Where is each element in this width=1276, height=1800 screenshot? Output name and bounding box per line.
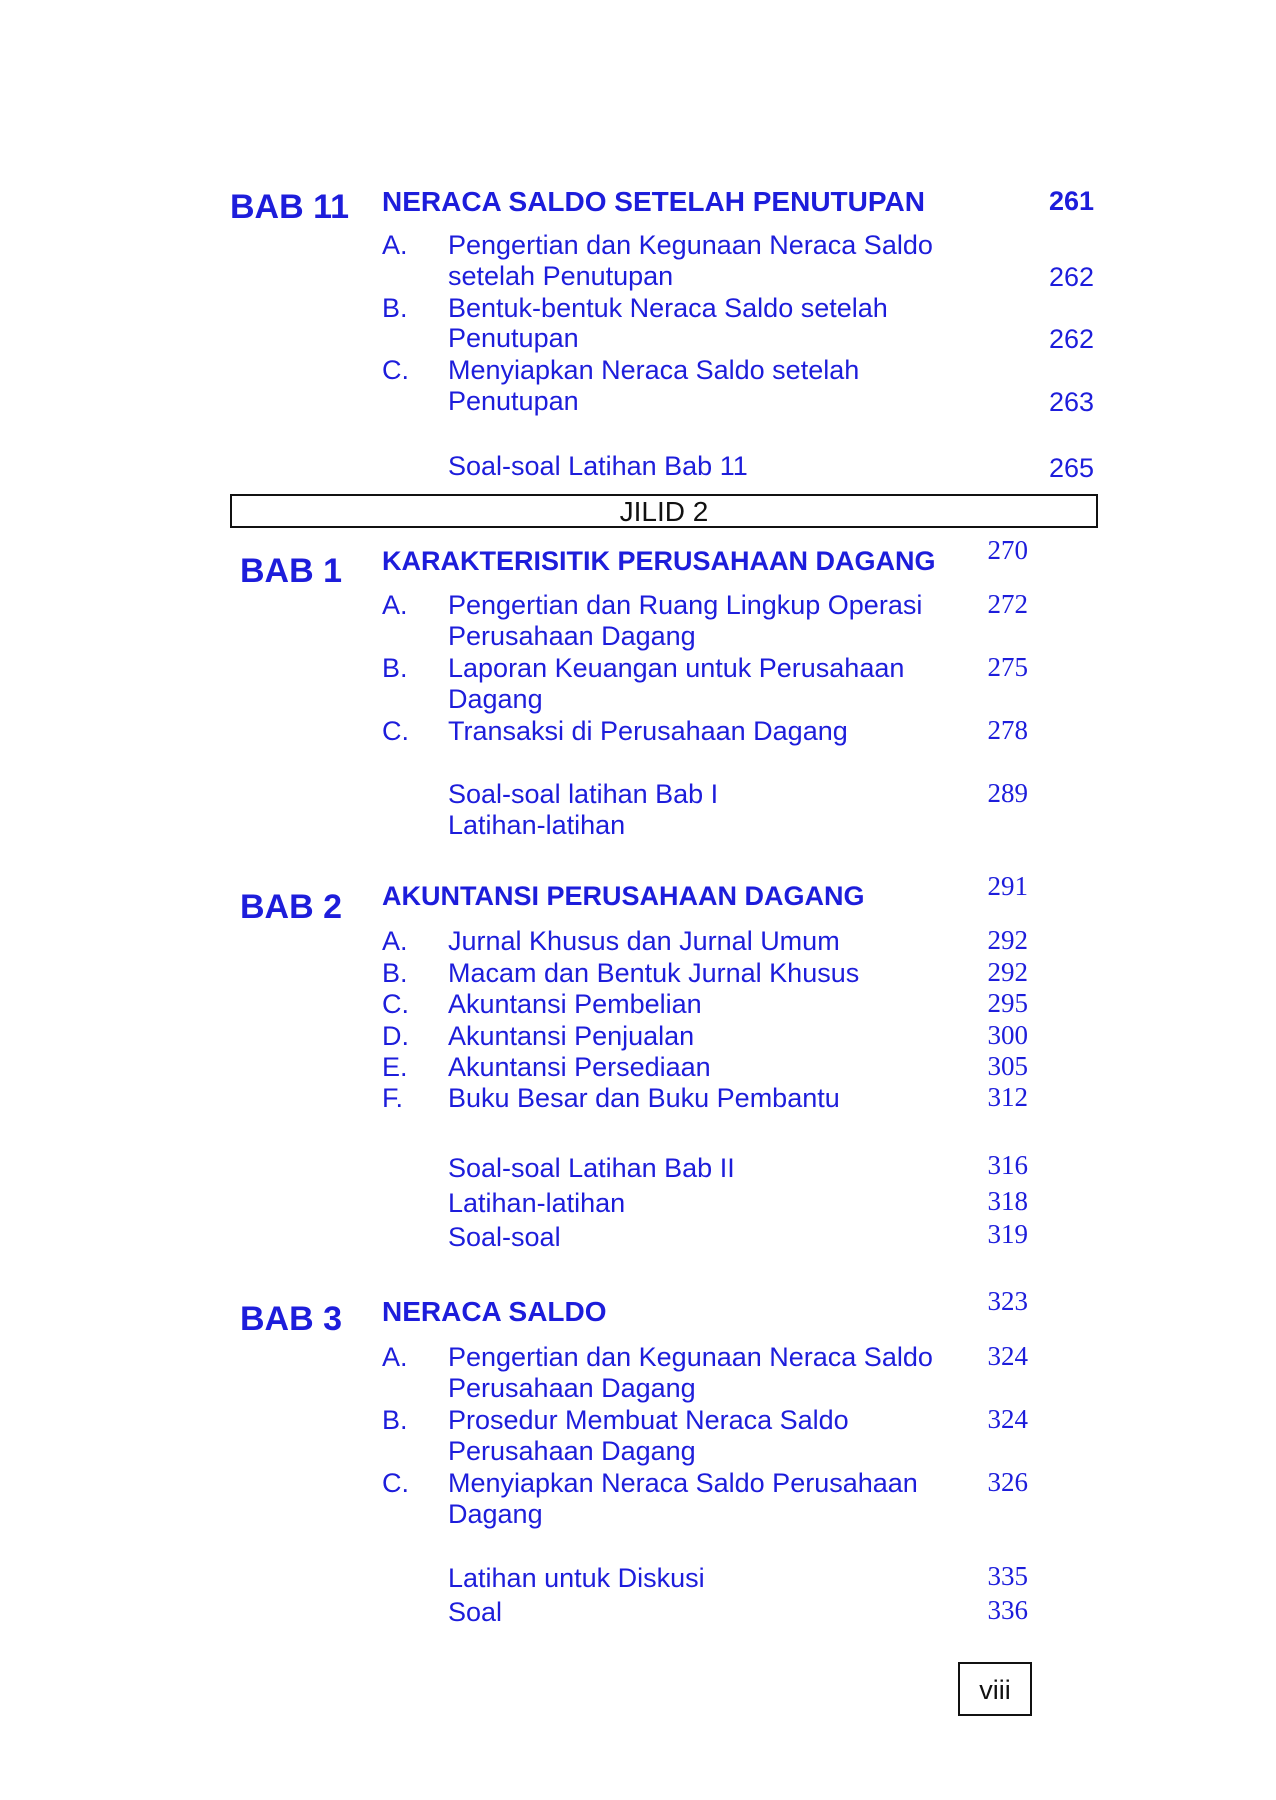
exercise-link[interactable]: Latihan untuk Diskusi [448, 1563, 705, 1593]
item-page: 278 [987, 715, 1028, 745]
item-letter: B. [382, 958, 408, 988]
item-page: 262 [1048, 324, 1094, 354]
toc-item-text[interactable]: Pengertian dan Kegunaan Neraca Saldo [448, 1342, 933, 1372]
toc-item-text[interactable]: Akuntansi Pembelian [448, 989, 702, 1019]
item-letter: A. [382, 1342, 408, 1372]
item-letter: C. [382, 1468, 409, 1498]
chapter-label: BAB 3 [240, 1300, 343, 1338]
page-number-box: viii [958, 1662, 1032, 1716]
toc-item-text[interactable]: Prosedur Membuat Neraca Saldo [448, 1405, 849, 1435]
exercise-page: 318 [987, 1186, 1028, 1216]
item-letter: C. [382, 989, 409, 1019]
toc-item-text[interactable]: Penutupan [448, 323, 579, 353]
item-page: 292 [987, 957, 1028, 987]
toc-item-text[interactable]: Transaksi di Perusahaan Dagang [448, 716, 848, 746]
exercise-link[interactable]: Soal [448, 1597, 503, 1627]
item-letter: E. [382, 1052, 408, 1082]
item-page: 263 [1048, 387, 1094, 417]
toc-item-text[interactable]: Pengertian dan Ruang Lingkup Operasi [448, 590, 923, 620]
chapter-label: BAB 11 [230, 188, 350, 226]
volume-divider: JILID 2 [230, 494, 1098, 528]
toc-item-text[interactable]: Laporan Keuangan untuk Perusahaan [448, 653, 905, 683]
item-page: 300 [987, 1020, 1028, 1050]
toc-item-text[interactable]: Dagang [448, 684, 543, 714]
chapter-page: 291 [987, 871, 1028, 901]
exercise-link[interactable]: Soal-soal Latihan Bab 11 [448, 451, 748, 481]
item-page: 292 [987, 925, 1028, 955]
chapter-page: 323 [987, 1286, 1028, 1316]
toc-item-text[interactable]: Perusahaan Dagang [448, 1373, 696, 1403]
toc-item-text[interactable]: Buku Besar dan Buku Pembantu [448, 1083, 840, 1113]
item-letter: A. [382, 590, 408, 620]
chapter-title[interactable]: KARAKTERISITIK PERUSAHAAN DAGANG [382, 546, 936, 576]
item-letter: C. [382, 355, 409, 385]
toc-item-text[interactable]: Jurnal Khusus dan Jurnal Umum [448, 926, 840, 956]
chapter-page: 261 [1048, 186, 1094, 216]
toc-item-text[interactable]: setelah Penutupan [448, 261, 674, 291]
exercise-page: 319 [987, 1219, 1028, 1249]
exercise-link[interactable]: Soal-soal Latihan Bab II [448, 1153, 735, 1183]
chapter-title[interactable]: NERACA SALDO [382, 1296, 607, 1327]
item-letter: B. [382, 653, 408, 683]
toc-item-text[interactable]: Penutupan [448, 386, 579, 416]
item-page: 275 [987, 652, 1028, 682]
toc-item-text[interactable]: Menyiapkan Neraca Saldo Perusahaan [448, 1468, 918, 1498]
exercise-page: 265 [1048, 453, 1094, 483]
toc-item-text[interactable]: Macam dan Bentuk Jurnal Khusus [448, 958, 860, 988]
item-page: 262 [1048, 262, 1094, 292]
item-letter: C. [382, 716, 409, 746]
item-letter: F. [382, 1083, 404, 1113]
item-page: 324 [987, 1341, 1028, 1371]
chapter-label: BAB 1 [240, 552, 343, 590]
item-page: 272 [987, 589, 1028, 619]
chapter-title[interactable]: AKUNTANSI PERUSAHAAN DAGANG [382, 881, 865, 911]
item-page: 326 [987, 1467, 1028, 1497]
toc-item-text[interactable]: Perusahaan Dagang [448, 621, 696, 651]
exercise-link[interactable]: Latihan-latihan [448, 810, 626, 840]
item-page: 305 [987, 1051, 1028, 1081]
exercise-link[interactable]: Soal-soal latihan Bab I [448, 779, 719, 809]
toc-item-text[interactable]: Perusahaan Dagang [448, 1436, 696, 1466]
toc-item-text[interactable]: Akuntansi Persediaan [448, 1052, 711, 1082]
item-page: 312 [987, 1082, 1028, 1112]
item-letter: D. [382, 1021, 409, 1051]
chapter-page: 270 [987, 535, 1028, 565]
toc-item-text[interactable]: Dagang [448, 1499, 543, 1529]
toc-item-text[interactable]: Pengertian dan Kegunaan Neraca Saldo [448, 230, 933, 260]
toc-item-text[interactable]: Akuntansi Penjualan [448, 1021, 695, 1051]
item-letter: B. [382, 293, 408, 323]
toc-item-text[interactable]: Menyiapkan Neraca Saldo setelah [448, 355, 860, 385]
chapter-title[interactable]: NERACA SALDO SETELAH PENUTUPAN [382, 186, 925, 217]
exercise-page: 289 [987, 778, 1028, 808]
item-letter: A. [382, 230, 408, 260]
exercise-page: 336 [987, 1595, 1028, 1625]
item-page: 324 [987, 1404, 1028, 1434]
item-letter: B. [382, 1405, 408, 1435]
exercise-link[interactable]: Latihan-latihan [448, 1188, 626, 1218]
exercise-page: 316 [987, 1150, 1028, 1180]
item-letter: A. [382, 926, 408, 956]
exercise-page: 335 [987, 1561, 1028, 1591]
item-page: 295 [987, 988, 1028, 1018]
exercise-link[interactable]: Soal-soal [448, 1222, 561, 1252]
toc-item-text[interactable]: Bentuk-bentuk Neraca Saldo setelah [448, 293, 888, 323]
chapter-label: BAB 2 [240, 888, 343, 926]
